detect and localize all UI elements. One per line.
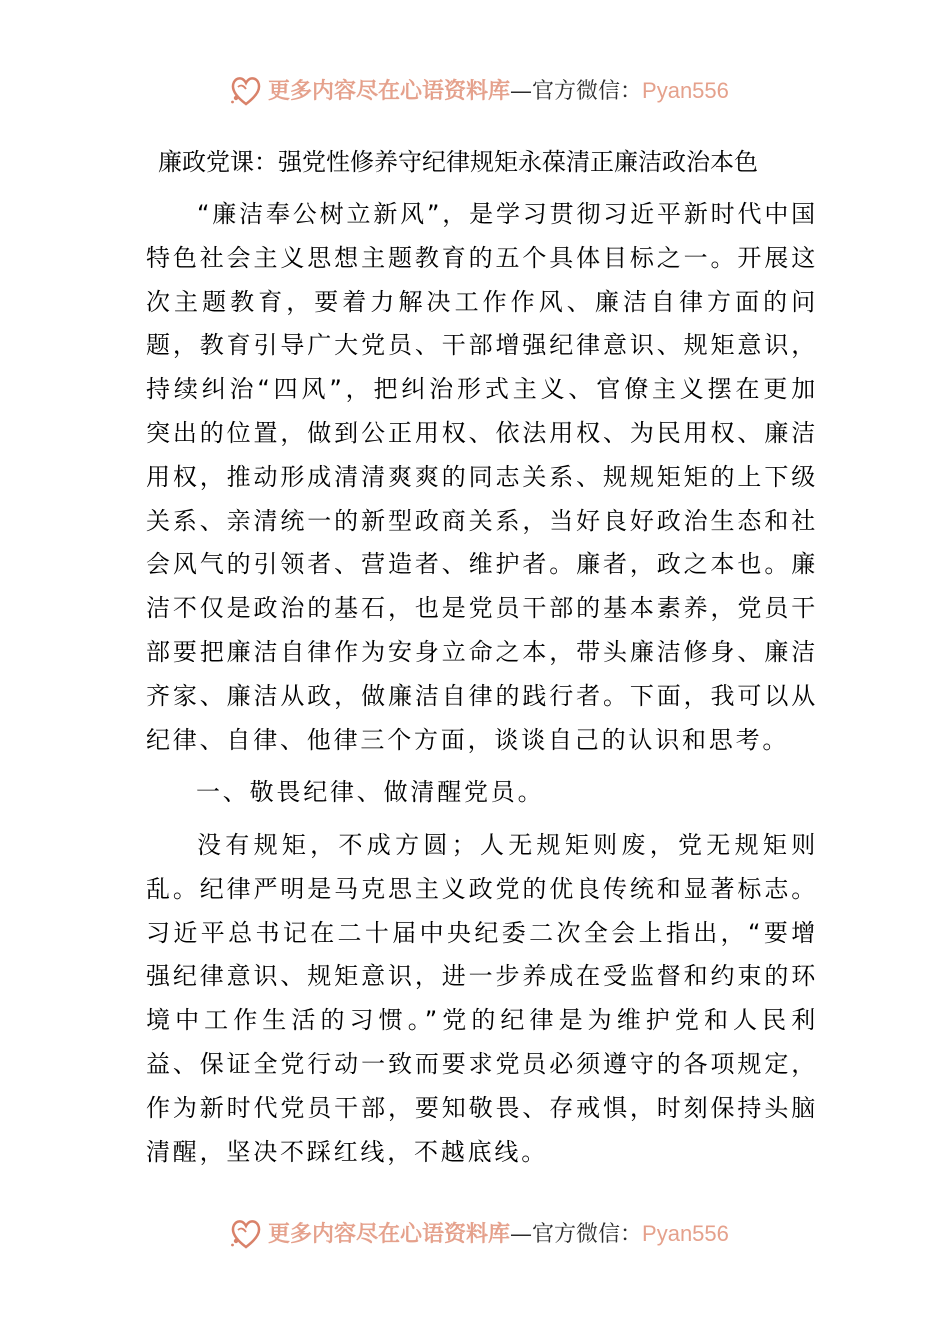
header-banner	[0, 70, 950, 114]
banner-id: Pyan556	[642, 78, 729, 103]
intro-paragraph: “廉洁奉公树立新风”，是学习贯彻习近平新时代中国特色社会主义思想主题教育的五个具体目标之一。开展这次主题教育，要着力解决工作作风、廉洁自律方面的问题，教育引导广大党员、干部增强纪律意识、规矩意识，持续纠治“四风”，把纠治形式主义、官僚主义摆在更加突出的位置，做到公正用权、依法用权、为民用权、廉洁用权，推动形成清清爽爽的同志关系、规规矩矩的上下级关系、亲清统一的新型政商关系，当好良好政治生态和社会风气的引领者、营造者、维护者。廉者，政之本也。廉洁不仅是政治的基石，也是党员干部的基本素养，党员干部要把廉洁自律作为安身立命之本，带头廉洁修身、廉洁齐家、廉洁从政，做廉洁自律的践行者。下面，我可以从纪律、自律、他律三个方面，谈谈自己的认识和思考。	[146, 200, 818, 754]
banner-dash: —	[510, 79, 533, 104]
section1-paragraph: 没有规矩，不成方圆；人无规矩则废，党无规矩则乱。纪律严明是马克思主义政党的优良传统和显著标志。习近平总书记在二十届中央纪委二次全会上指出，“要增强纪律意识、规矩意识，进一步养成在受监督和约束的环境中工作生活的习惯。”党的纪律是为维护党和人民利益、保证全党行动一致而要求党员必须遵守的各项规定，作为新时代党员干部，要知敬畏、存戒惧，时刻保持头脑清醒，坚决不踩红线，不越底线。	[146, 831, 818, 1166]
banner-label: 官方微信：	[532, 1222, 643, 1247]
banner-main: 更多内容尽在心语资料库	[268, 78, 511, 104]
heart-logo-icon	[228, 73, 264, 109]
banner-text	[268, 76, 729, 107]
banner-dash: —	[510, 1222, 533, 1247]
section-heading-1: 一、敬畏纪律、做清醒党员。	[196, 778, 545, 806]
banner-text	[268, 1219, 729, 1250]
banner-label: 官方微信：	[532, 79, 643, 104]
heart-logo-icon	[228, 1216, 264, 1252]
document-title: 廉政党课：强党性修养守纪律规矩永葆清正廉洁政治本色	[158, 148, 758, 176]
banner-main: 更多内容尽在心语资料库	[268, 1221, 511, 1247]
footer-banner	[0, 1213, 950, 1257]
banner-id: Pyan556	[642, 1221, 729, 1246]
